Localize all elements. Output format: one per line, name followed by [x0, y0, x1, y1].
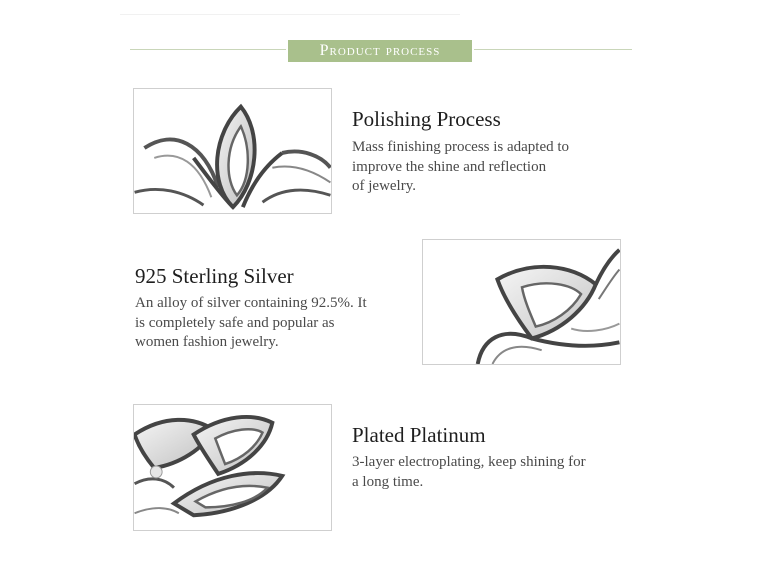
polishing-process-description: [352, 138, 569, 197]
header-rule-left: [130, 49, 286, 50]
polishing-process-image: [133, 88, 332, 214]
description-line: An alloy of silver containing 92.5%. It: [135, 295, 367, 311]
plated-platinum-description: [352, 453, 586, 492]
description-line: is completely safe and popular as: [135, 314, 335, 331]
description-line: of jewelry.: [352, 178, 416, 194]
sterling-silver-description: [135, 294, 367, 353]
description-line: a long time.: [352, 473, 424, 490]
section-banner: Product process: [288, 40, 472, 62]
description-line: women fashion jewelry.: [135, 334, 279, 350]
lotus-pendant-closeup-icon: [134, 89, 331, 213]
description-line: improve the shine and reflection: [352, 158, 547, 175]
description-line: Mass finishing process is adapted to: [352, 139, 570, 155]
sterling-silver-title: 925 Sterling Silver: [135, 264, 294, 288]
top-divider: [120, 14, 460, 15]
lotus-pendant-side-icon: [423, 240, 620, 364]
polishing-process-title: Polishing Process: [352, 107, 501, 131]
sterling-silver-image: [422, 239, 621, 365]
plated-platinum-image: [133, 404, 332, 531]
plated-platinum-title: Plated Platinum: [352, 423, 486, 447]
lotus-pendant-petals-icon: [134, 405, 331, 530]
header-rule-right: [474, 49, 632, 50]
description-line: 3-layer electroplating, keep shining for: [352, 454, 586, 470]
